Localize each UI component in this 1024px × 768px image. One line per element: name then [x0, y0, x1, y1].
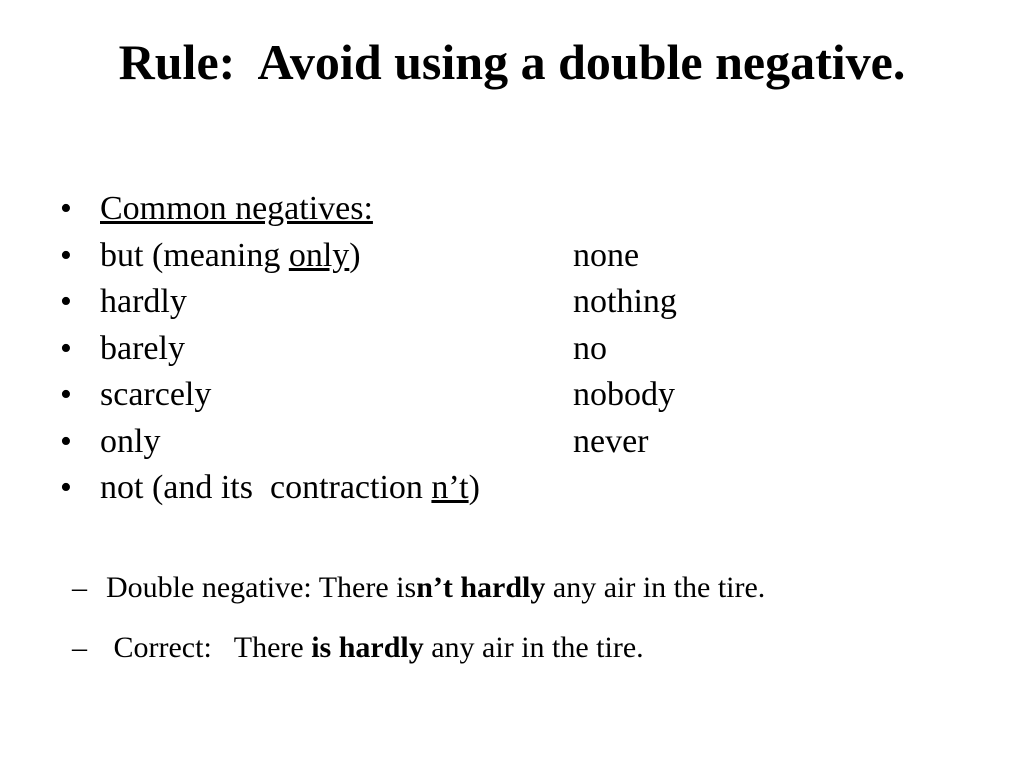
negative-word-right: none — [573, 236, 640, 274]
negative-word-left: not (and its contraction n’t) — [100, 469, 480, 506]
bullet-icon: • — [60, 376, 72, 413]
dash-icon: – — [72, 571, 87, 604]
negative-word-left: only — [100, 422, 161, 460]
bullet-icon: • — [60, 190, 72, 227]
examples — [72, 568, 972, 668]
list-item — [60, 279, 960, 326]
bullet-icon: • — [60, 329, 72, 367]
negative-word-right: never — [573, 422, 649, 460]
bullet-icon: • — [60, 283, 72, 320]
slide-title: Rule: Avoid using a double negative. — [118, 34, 906, 90]
negative-word-right: nothing — [573, 283, 677, 320]
list-header-label: Common negatives: — [100, 190, 373, 227]
list-item — [60, 465, 960, 512]
bullet-icon: • — [60, 236, 72, 274]
example-correct: – Correct: There is hardly any air in the tire. — [72, 628, 972, 668]
negative-word-right: no — [573, 329, 607, 367]
negative-word-left: scarcely — [100, 376, 212, 413]
negative-word-left: barely — [100, 329, 185, 367]
list-item — [60, 419, 960, 466]
list-item — [60, 326, 960, 373]
negative-word-left: but (meaning only) — [100, 236, 361, 274]
negative-word-right: nobody — [573, 376, 675, 413]
list-item — [60, 233, 960, 280]
negatives-list — [60, 186, 960, 512]
example-double-negative: – Double negative: There isn’t hardly any air in the tire. — [72, 568, 972, 608]
bullet-icon: • — [60, 469, 72, 506]
dash-icon: – — [72, 631, 87, 664]
list-header-item — [60, 186, 960, 233]
negative-word-left: hardly — [100, 283, 187, 320]
list-item — [60, 372, 960, 419]
bullet-icon: • — [60, 422, 72, 460]
